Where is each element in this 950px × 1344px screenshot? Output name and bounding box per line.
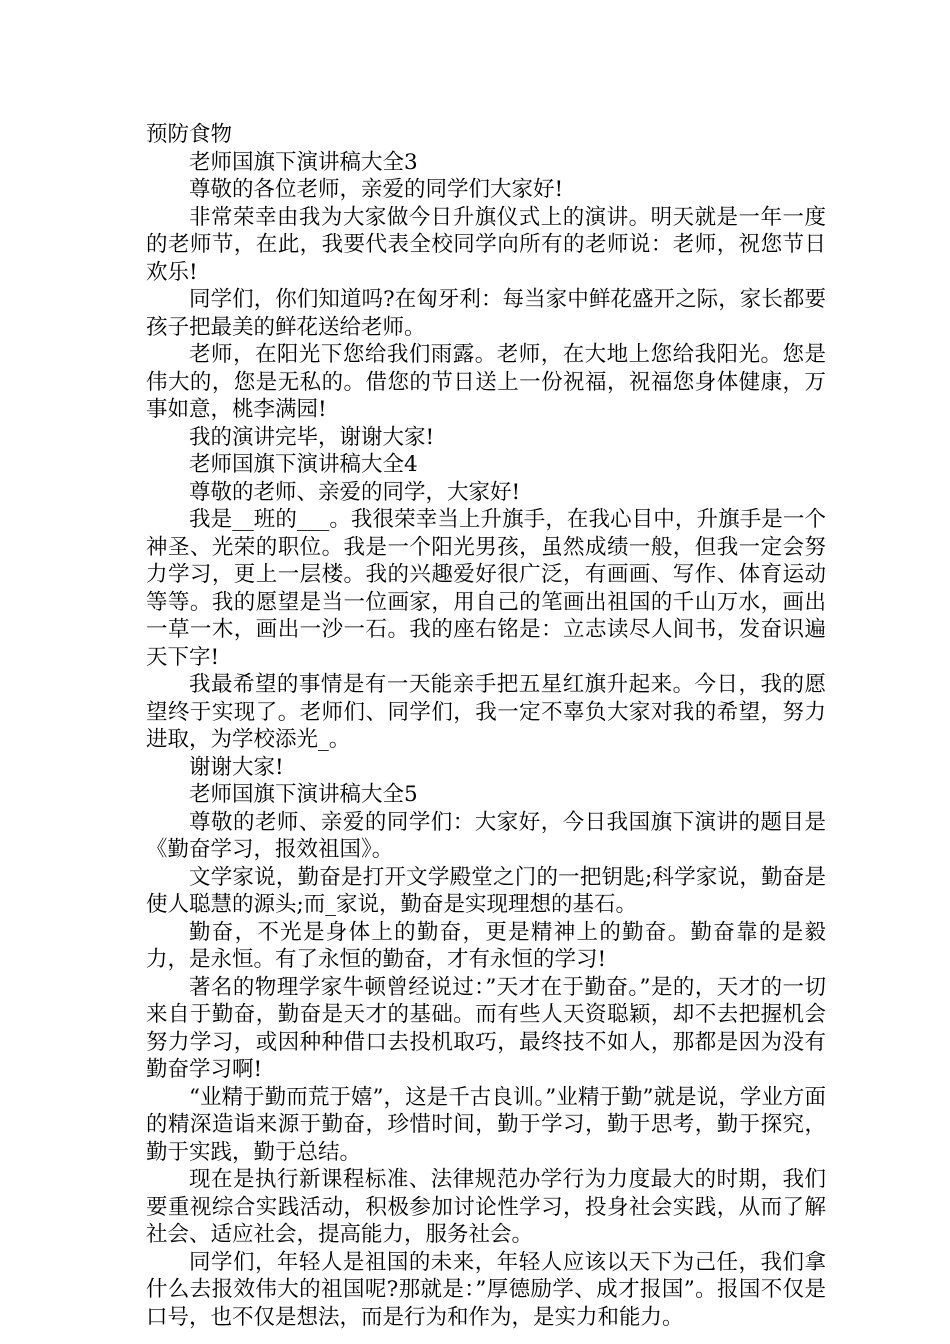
greeting: 尊敬的老师、亲爱的同学，大家好! (189, 479, 521, 505)
paragraph: “业精于勤而荒于嬉”，这是千古良训。”业精于勤”就是说，学业方面的精深造诣来源于勤奋，珍惜时间，勤于学习，勤于思考，勤于探究，勤于实践，勤于总结。 (146, 1084, 826, 1165)
section-heading: 老师国旗下演讲稿大全4 (189, 452, 418, 477)
paragraph: 同学们，年轻人是祖国的未来，年轻人应该以天下为己任，我们拿什么去报效伟大的祖国呢?那就是：”厚德励学、成才报国”。报国不仅是口号，也不仅是想法，而是行为和作为，是实力和能力。 (146, 1249, 826, 1330)
paragraph: 现在是执行新课程标准、法律规范办学行为力度最大的时期，我们要重视综合实践活动，积极参加讨论性学习，投身社会实践，从而了解社会、适应社会，提高能力，服务社会。 (146, 1167, 826, 1247)
paragraph: 我是__班的___。我很荣幸当上升旗手，在我心目中，升旗手是一个神圣、光荣的职位。我是一个阳光男孩，虽然成绩一般，但我一定会努力学习，更上一层楼。我的兴趣爱好很广泛，有画画、写作、体育运动等等。我的愿望是当一位画家，用自己的笔画出祖国的千山万水，画出一草一木，画出一沙一石。我的座右铭是：立志读尽人间书，发奋识遍天下字! (146, 507, 826, 670)
section-heading: 老师国旗下演讲稿大全3 (189, 149, 418, 175)
section-heading: 老师国旗下演讲稿大全5 (189, 782, 418, 807)
paragraph: 非常荣幸由我为大家做今日升旗仪式上的演讲。明天就是一年一度的老师节，在此，我要代表全校同学向所有的老师说：老师，祝您节日欢乐! (146, 204, 826, 285)
document-page (146, 121, 826, 1331)
paragraph: 同学们，你们知道吗?在匈牙利：每当家中鲜花盛开之际，家长都要孩子把最美的鲜花送给老师。 (146, 287, 826, 340)
paragraph: 著名的物理学家牛顿曾经说过：”天才在于勤奋。”是的，天才的一切来自于勤奋，勤奋是天才的基础。而有些人天资聪颖，却不去把握机会努力学习，或因种种借口去投机取巧，最终技不如人，那都是因为没有勤奋学习啊! (146, 974, 826, 1082)
paragraph: 文学家说，勤奋是打开文学殿堂之门的一把钥匙;科学家说，勤奋是使人聪慧的源头;而_家说，勤奋是实现理想的基石。 (146, 864, 826, 917)
paragraph: 老师，在阳光下您给我们雨露。老师，在大地上您给我阳光。您是伟大的，您是无私的。借您的节日送上一份祝福，祝福您身体健康，万事如意，桃李满园! (146, 342, 826, 422)
paragraph: 勤奋，不光是身体上的勤奋，更是精神上的勤奋。勤奋靠的是毅力，是永恒。有了永恒的勤奋，才有永恒的学习! (146, 919, 826, 972)
greeting: 尊敬的各位老师，亲爱的同学们大家好! (189, 177, 564, 202)
paragraph: 谢谢大家! (189, 754, 284, 780)
paragraph: 我的演讲完毕，谢谢大家! (189, 424, 435, 450)
paragraph: 尊敬的老师、亲爱的同学们：大家好，今日我国旗下演讲的题目是《勤奋学习，报效祖国》。 (146, 809, 826, 862)
paragraph: 预防食物 (146, 122, 233, 147)
paragraph: 我最希望的事情是有一天能亲手把五星红旗升起来。今日，我的愿望终于实现了。老师们、同学们，我一定不辜负大家对我的希望，努力进取，为学校添光_。 (146, 672, 826, 752)
